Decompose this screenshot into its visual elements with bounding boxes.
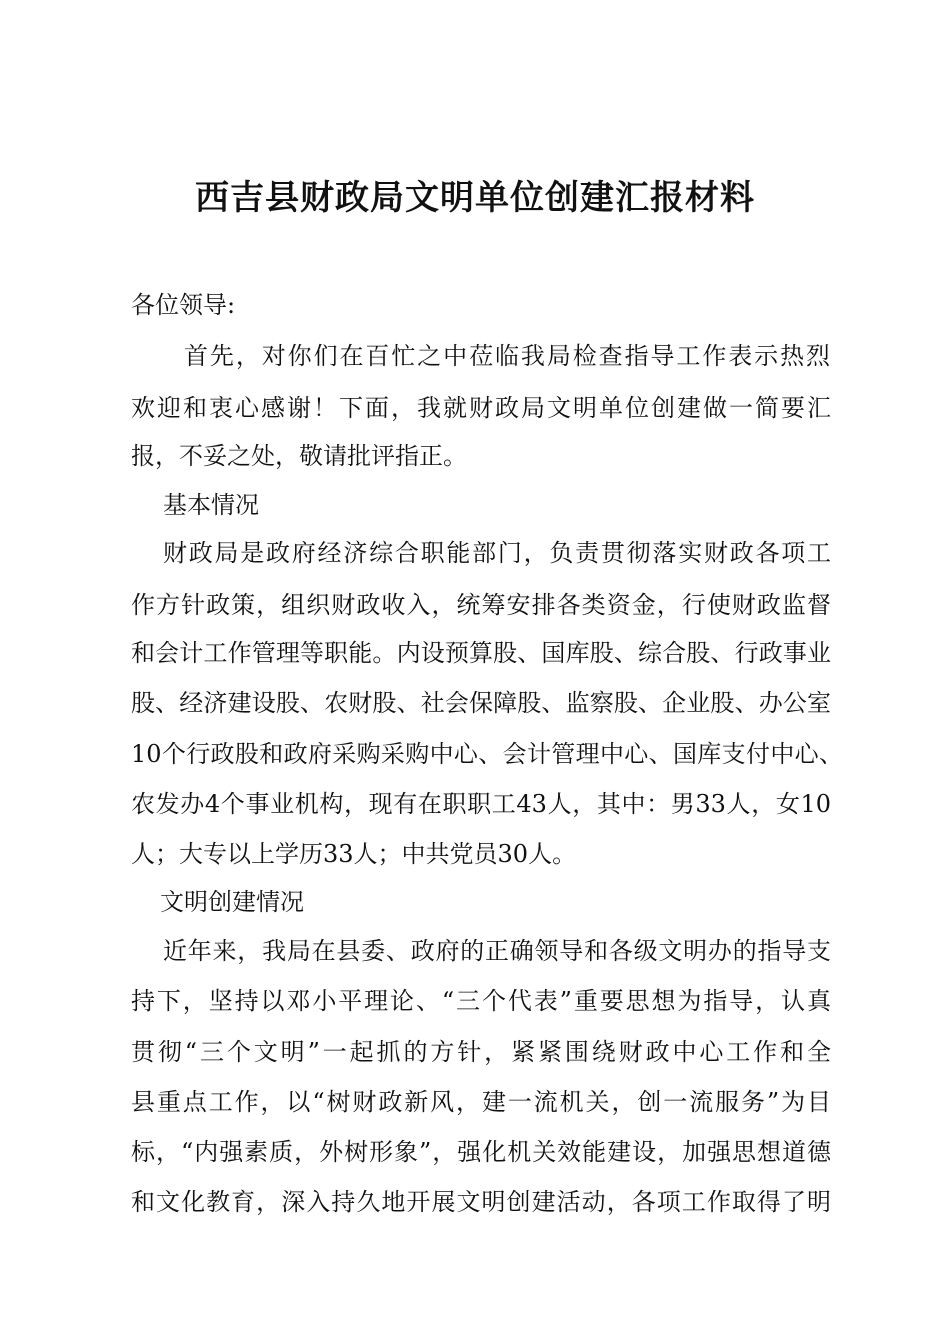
body-line: 农发办4个事业机构，现有在职职工43人，其中：男33人，女10 [131,790,831,818]
body-line: 县重点工作，以“树财政新风，建一流机关，创一流服务”为目 [131,1088,831,1116]
document-title: 西吉县财政局文明单位创建汇报材料 [195,178,755,218]
body-line: 人；大专以上学历33人；中共党员30人。 [131,840,577,868]
body-line: 10个行政股和政府采购采购中心、会计管理中心、国库支付中心、 [131,740,843,768]
body-line: 股、经济建设股、农财股、社会保障股、监察股、企业股、办公室 [131,689,831,717]
body-line: 和会计工作管理等职能。内设预算股、国库股、综合股、行政事业 [131,639,831,667]
body-line: 和文化教育，深入持久地开展文明创建活动，各项工作取得了明 [131,1188,831,1216]
body-line: 持下，坚持以邓小平理论、“三个代表”重要思想为指导，认真 [131,987,831,1015]
body-line: 财政局是政府经济综合职能部门，负责贯彻落实财政各项工 [163,539,831,567]
body-line: 贯彻“三个文明”一起抓的方针，紧紧围绕财政中心工作和全 [131,1038,831,1066]
salutation: 各位领导: [131,291,236,319]
section-heading-civilization: 文明创建情况 [160,888,304,916]
body-line: 近年来，我局在县委、政府的正确领导和各级文明办的指导支 [163,937,831,965]
intro-line: 报，不妥之处，敬请批评指正。 [131,442,467,470]
section-heading-basic: 基本情况 [163,491,259,519]
body-line: 作方针政策，组织财政收入，统筹安排各类资金，行使财政监督 [131,591,831,619]
body-line: 标，“内强素质，外树形象”，强化机关效能建设，加强思想道德 [131,1138,831,1166]
intro-line: 首先，对你们在百忙之中莅临我局检查指导工作表示热烈 [184,342,830,370]
intro-line: 欢迎和衷心感谢！下面，我就财政局文明单位创建做一简要汇 [131,394,831,422]
